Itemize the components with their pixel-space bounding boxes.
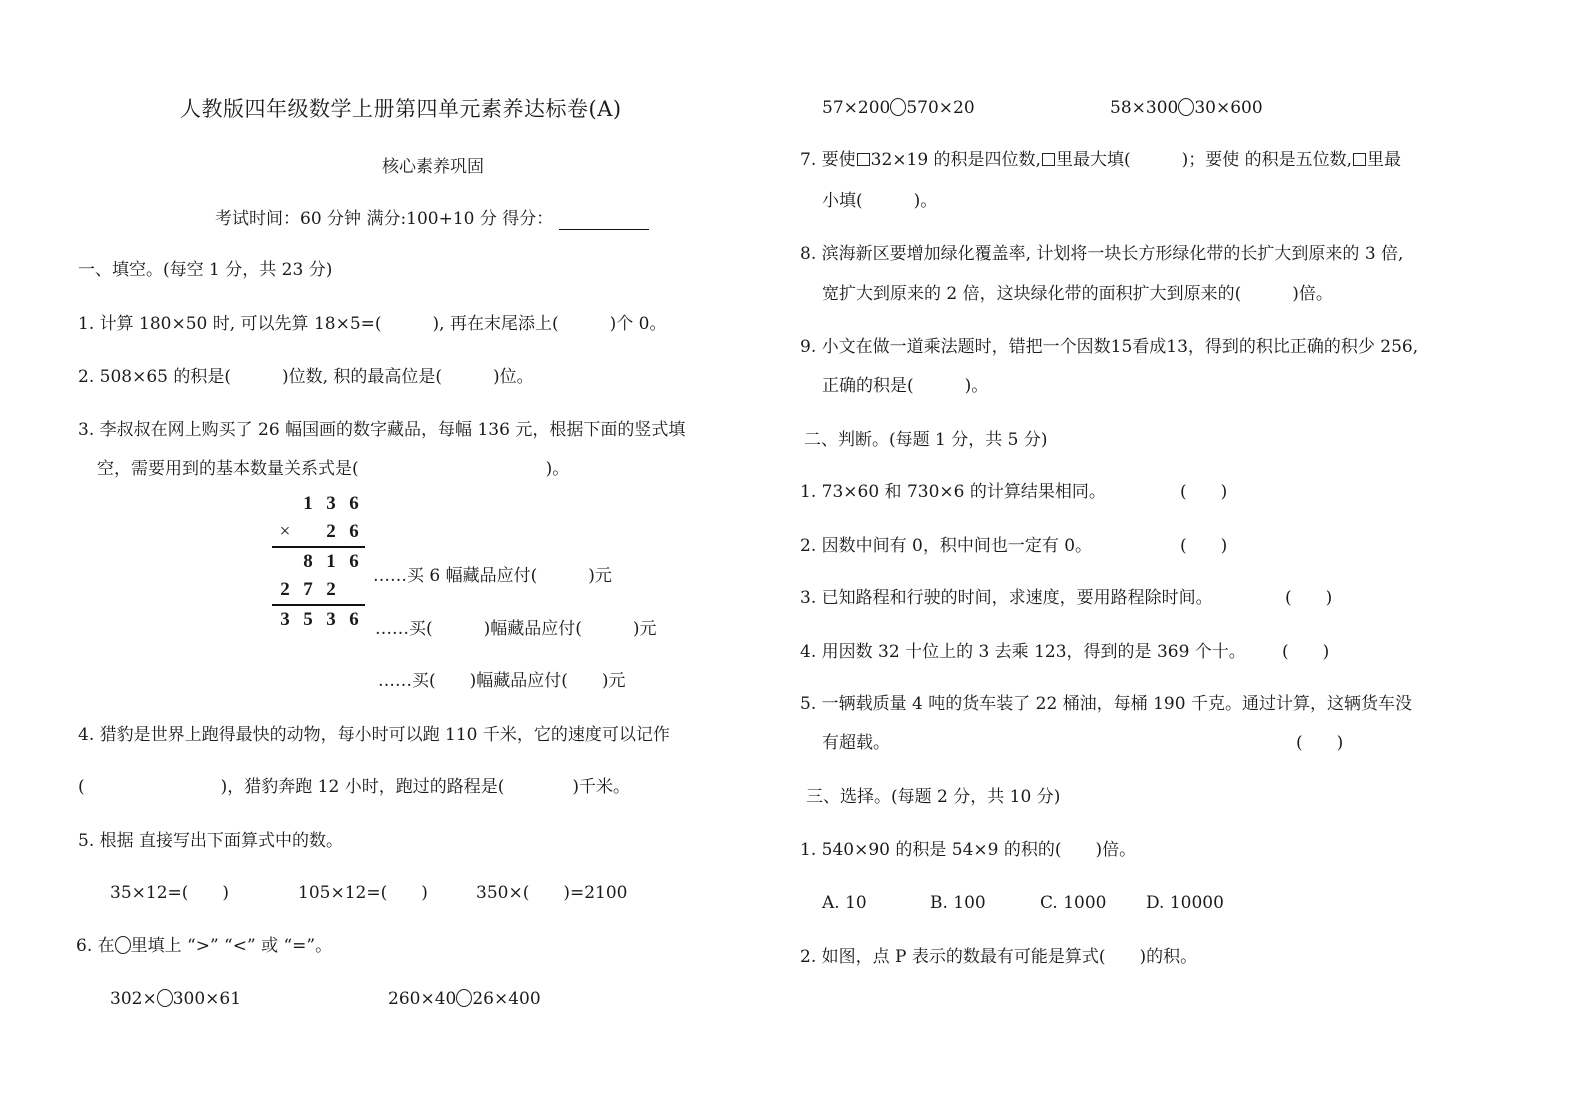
judge-blank-5[interactable]: ( ) [1296,733,1344,753]
vertical-multiplication [272,490,367,634]
calc-row [272,576,367,604]
judge-item-5-line2: 有超载。 [822,733,890,753]
calc-digit: 2 [280,579,290,600]
circle-icon [115,936,131,954]
q7-text: 7. 要使 [800,150,856,170]
judge-blank-4[interactable]: ( ) [1282,642,1330,662]
section-2-heading: 二、判断。(每题 1 分，共 5 分) [804,430,1048,450]
calc-row [272,548,367,576]
compare-left: 302× [110,989,157,1009]
choice-option-a[interactable]: A. 10 [822,893,867,913]
calc-digit: 3 [280,609,290,630]
choice-question-2: 2. 如图，点 P 表示的数最有可能是算式( )的积。 [800,947,1198,967]
judge-blank-2[interactable]: ( ) [1180,536,1228,556]
question-1-6-suffix: 里填上 “>” “<” 或 “=”。 [130,936,333,956]
question-1-6 [76,935,332,957]
calc-digit: 1 [303,493,313,514]
choice-option-d[interactable]: D. 10000 [1146,893,1224,913]
question-1-7-line2: 小填( )。 [822,191,938,211]
page-subtitle: 核心素养巩固 [382,157,484,177]
calc-digit: 7 [303,579,313,600]
question-1-1: 1. 计算 180×50 时, 可以先算 18×5=( ), 再在末尾添上( )个 0。 [78,314,667,334]
section-1-heading: 一、填空。(每空 1 分，共 23 分) [78,260,333,280]
judge-item-4: 4. 用因数 32 十位上的 3 去乘 123，得到的是 369 个十。 [800,642,1246,662]
compare-left: 58×300 [1110,98,1179,118]
calc-digit: 1 [326,551,336,572]
choice-option-c[interactable]: C. 1000 [1040,893,1107,913]
calc-digit: 6 [349,493,359,514]
exam-info-text: 考试时间：60 分钟 满分:100+10 分 得分： [215,209,554,229]
multiply-sign: × [279,521,291,542]
question-1-5-item: 350×( )=2100 [476,883,628,903]
question-1-4-line2: ( )，猎豹奔跑 12 小时，跑过的路程是( )千米。 [78,777,630,797]
compare-item [388,988,541,1010]
calc-digit: 5 [303,609,313,630]
question-1-2: 2. 508×65 的积是( )位数, 积的最高位是( )位。 [78,367,534,387]
judge-item-5: 5. 一辆载质量 4 吨的货车装了 22 桶油，每桶 190 千克。通过计算，这辆货车没 [800,694,1412,714]
question-1-3-line2: 空，需要用到的基本数量关系式是( )。 [97,459,570,479]
calc-digit: 8 [303,551,313,572]
calc-digit: 6 [349,551,359,572]
judge-item-2: 2. 因数中间有 0，积中间也一定有 0。 [800,536,1093,556]
section-3-heading: 三、选择。(每题 2 分，共 10 分) [806,787,1061,807]
calc-note-2: ……买( )幅藏品应付( )元 [375,619,657,639]
question-1-8-line1: 8. 滨海新区要增加绿化覆盖率, 计划将一块长方形绿化带的长扩大到原来的 3 倍, [800,244,1404,264]
calc-row [272,518,367,546]
calc-row [272,606,367,634]
calc-row [272,490,367,518]
question-1-5-item: 35×12=( ) [110,883,230,903]
compare-circle[interactable] [890,98,906,116]
compare-right: 30×600 [1194,98,1263,118]
judge-blank-1[interactable]: ( ) [1180,482,1228,502]
question-1-5: 5. 根据 直接写出下面算式中的数。 [78,831,344,851]
question-1-8-line2: 宽扩大到原来的 2 倍，这块绿化带的面积扩大到原来的( )倍。 [822,284,1333,304]
page-title: 人教版四年级数学上册第四单元素养达标卷(A) [180,97,622,121]
judge-item-1: 1. 73×60 和 730×6 的计算结果相同。 [800,482,1106,502]
calc-digit: 6 [349,521,359,542]
question-1-5-item: 105×12=( ) [298,883,428,903]
question-1-4-line1: 4. 猎豹是世界上跑得最快的动物，每小时可以跑 110 千米，它的速度可以记作 [78,725,670,745]
calc-digit: 3 [326,493,336,514]
compare-circle[interactable] [157,989,173,1007]
compare-circle[interactable] [1178,98,1194,116]
calc-digit: 2 [326,521,336,542]
calc-note-1: ……买 6 幅藏品应付( )元 [373,566,612,586]
compare-item [1110,97,1263,119]
compare-left: 57×200 [822,98,891,118]
square-icon [857,153,870,166]
compare-right: 570×20 [906,98,975,118]
choice-option-b[interactable]: B. 100 [930,893,986,913]
question-1-3-line1: 3. 李叔叔在网上购买了 26 幅国画的数字藏品，每幅 136 元，根据下面的竖式填 [78,420,686,440]
calc-digit: 3 [326,609,336,630]
q7-text: 里最 [1367,150,1402,170]
compare-item [110,988,241,1010]
square-icon [1353,153,1366,166]
score-blank[interactable] [559,213,649,230]
compare-right: 26×400 [472,989,541,1009]
question-1-9-line2: 正确的积是( )。 [822,376,989,396]
compare-item [822,97,975,119]
q7-text: 里最大填( )；要使 的积是五位数, [1055,150,1353,170]
compare-circle[interactable] [456,989,472,1007]
exam-info [215,208,649,230]
q7-text: 32×19 的积是四位数, [870,150,1041,170]
calc-note-3: ……买( )幅藏品应付( )元 [378,671,626,691]
calc-digit: 2 [326,579,336,600]
question-1-6-prefix: 6. 在 [76,936,115,956]
calc-digit: 6 [349,609,359,630]
square-icon [1042,153,1055,166]
compare-left: 260×40 [388,989,457,1009]
question-1-9-line1: 9. 小文在做一道乘法题时，错把一个因数15看成13，得到的积比正确的积少 256, [800,337,1419,357]
question-1-7-line1 [800,149,1401,171]
compare-right: 300×61 [172,989,242,1009]
choice-question-1: 1. 540×90 的积是 54×9 的积的( )倍。 [800,840,1137,860]
judge-item-3: 3. 已知路程和行驶的时间，求速度，要用路程除时间。 [800,588,1213,608]
judge-blank-3[interactable]: ( ) [1285,588,1333,608]
